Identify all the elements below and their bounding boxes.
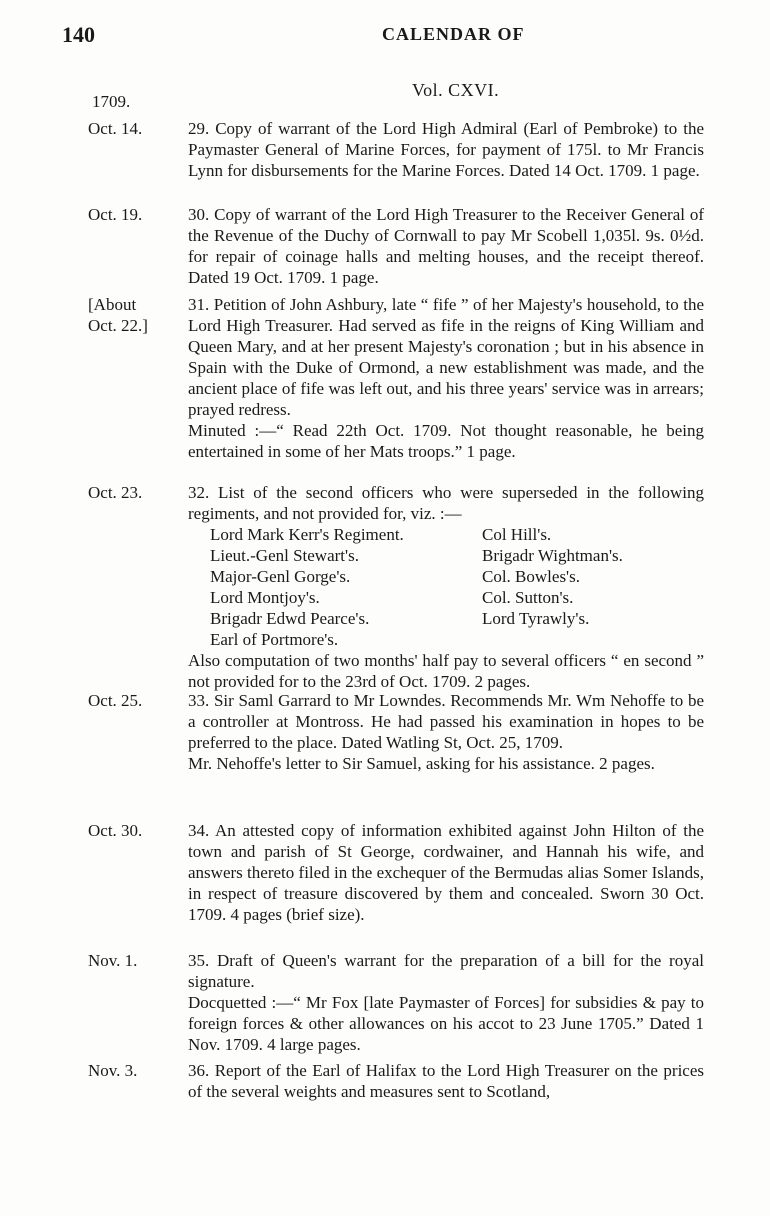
regiment-item: Brigadr Edwd Pearce's. bbox=[210, 609, 370, 628]
volume-heading: Vol. CXVI. bbox=[412, 80, 500, 100]
entry-paragraph: 32. List of the second officers who were superseded in the following regiments, and not provided for, viz. :— bbox=[188, 483, 704, 523]
page-number: 140 bbox=[62, 22, 95, 47]
entry-body bbox=[188, 118, 704, 181]
entry-paragraph: 35. Draft of Queen's warrant for the preparation of a bill for the royal signature. bbox=[188, 951, 704, 991]
entry-paragraph: 33. Sir Saml Garrard to Mr Lowndes. Recommends Mr. Wm Nehoffe to be a controller at Montross. He had passed his examination in hopes to be preferred to the place. Dated Watling St, Oct. 25, 1709. bbox=[188, 691, 704, 752]
regiment-item bbox=[482, 629, 722, 650]
entry-date: Oct. 30. bbox=[88, 821, 143, 840]
entry-body bbox=[188, 204, 704, 288]
entry-paragraph: Also computation of two months' half pay to several officers “ en second ” not provided for to the 23rd of Oct. 1709. 2 pages. bbox=[188, 651, 704, 691]
entry-body bbox=[188, 1060, 704, 1102]
entry-date: [About Oct. 22.] bbox=[88, 295, 148, 335]
regiment-list bbox=[210, 524, 704, 650]
entry-date: Oct. 25. bbox=[88, 691, 143, 710]
regiment-item: Major-Genl Gorge's. bbox=[210, 567, 351, 586]
page-header bbox=[62, 22, 708, 52]
regiment-item: Col. Bowles's. bbox=[482, 567, 580, 586]
regiment-item: Lieut.-Genl Stewart's. bbox=[210, 546, 359, 565]
entry-body bbox=[188, 294, 704, 462]
entry-date: Nov. 1. bbox=[88, 951, 138, 970]
entry-paragraph: 30. Copy of warrant of the Lord High Treasurer to the Receiver General of the Revenue of the Duchy of Cornwall to pay Mr Scobell 1,035l. 9s. 0½d. for repair of coinage halls and melting houses, and the receipt thereof. Dated 19 Oct. 1709. 1 page. bbox=[188, 205, 704, 287]
regiment-item: Earl of Portmore's. bbox=[210, 630, 339, 649]
entry-date: Oct. 14. bbox=[88, 119, 143, 138]
entry-date: Oct. 19. bbox=[88, 205, 143, 224]
entry-date: Nov. 3. bbox=[88, 1061, 138, 1080]
regiment-item: Lord Mark Kerr's Regiment. bbox=[210, 525, 404, 544]
entry-body bbox=[188, 820, 704, 925]
entry-paragraph: 34. An attested copy of information exhibited against John Hilton of the town and parish of St George, cordwainer, and Hannah his wife, and answers thereto filed in the exchequer of the Bermudas alias Somer Islands, in respect of treasure discovered by them and concealed. Sworn 30 Oct. 1709. 4 pages (brief size). bbox=[188, 821, 704, 924]
minuted-note: Minuted :—“ Read 22th Oct. 1709. Not thought reasonable, he being entertained in some of her Mats troops.” 1 page. bbox=[188, 421, 704, 461]
entry-paragraph: 29. Copy of warrant of the Lord High Admiral (Earl of Pembroke) to the Paymaster General of Marine Forces, for payment of 175l. to Mr Francis Lynn for disbursements for the Marine Forces. Dated 14 Oct. 1709. 1 page. bbox=[188, 119, 704, 180]
entry-body bbox=[188, 482, 704, 692]
regiment-item: Lord Tyrawly's. bbox=[482, 609, 590, 628]
regiment-item: Col Hill's. bbox=[482, 525, 552, 544]
entry-date: Oct. 23. bbox=[88, 483, 143, 502]
entry-body bbox=[188, 950, 704, 1055]
regiment-item: Lord Montjoy's. bbox=[210, 588, 320, 607]
entry-paragraph: 31. Petition of John Ashbury, late “ fife ” of her Majesty's household, to the Lord High Treasurer. Had served as fife in the reigns of King William and Queen Mary, and at her present Majesty's coronation ; but in his absence in Spain with the Duke of Ormond, a new establishment was made, and the ancient place of fife was left out, and his three years' service was in arrears; prayed redress. bbox=[188, 295, 704, 419]
entry-paragraph: 36. Report of the Earl of Halifax to the Lord High Treasurer on the prices of the several weights and measures sent to Scotland, bbox=[188, 1061, 704, 1101]
regiment-item: Col. Sutton's. bbox=[482, 588, 574, 607]
year-label: 1709. bbox=[92, 92, 131, 111]
regiment-item: Brigadr Wightman's. bbox=[482, 546, 623, 565]
docquetted-note: Docquetted :—“ Mr Fox [late Paymaster of Forces] for subsidies & pay to foreign forces & other allowances on his accot to 23 June 1705.” Dated 1 Nov. 1709. 4 large pages. bbox=[188, 993, 704, 1054]
entry-body bbox=[188, 690, 704, 774]
entry-paragraph: Mr. Nehoffe's letter to Sir Samuel, asking for his assistance. 2 pages. bbox=[188, 754, 655, 773]
running-title: CALENDAR OF bbox=[382, 24, 525, 44]
